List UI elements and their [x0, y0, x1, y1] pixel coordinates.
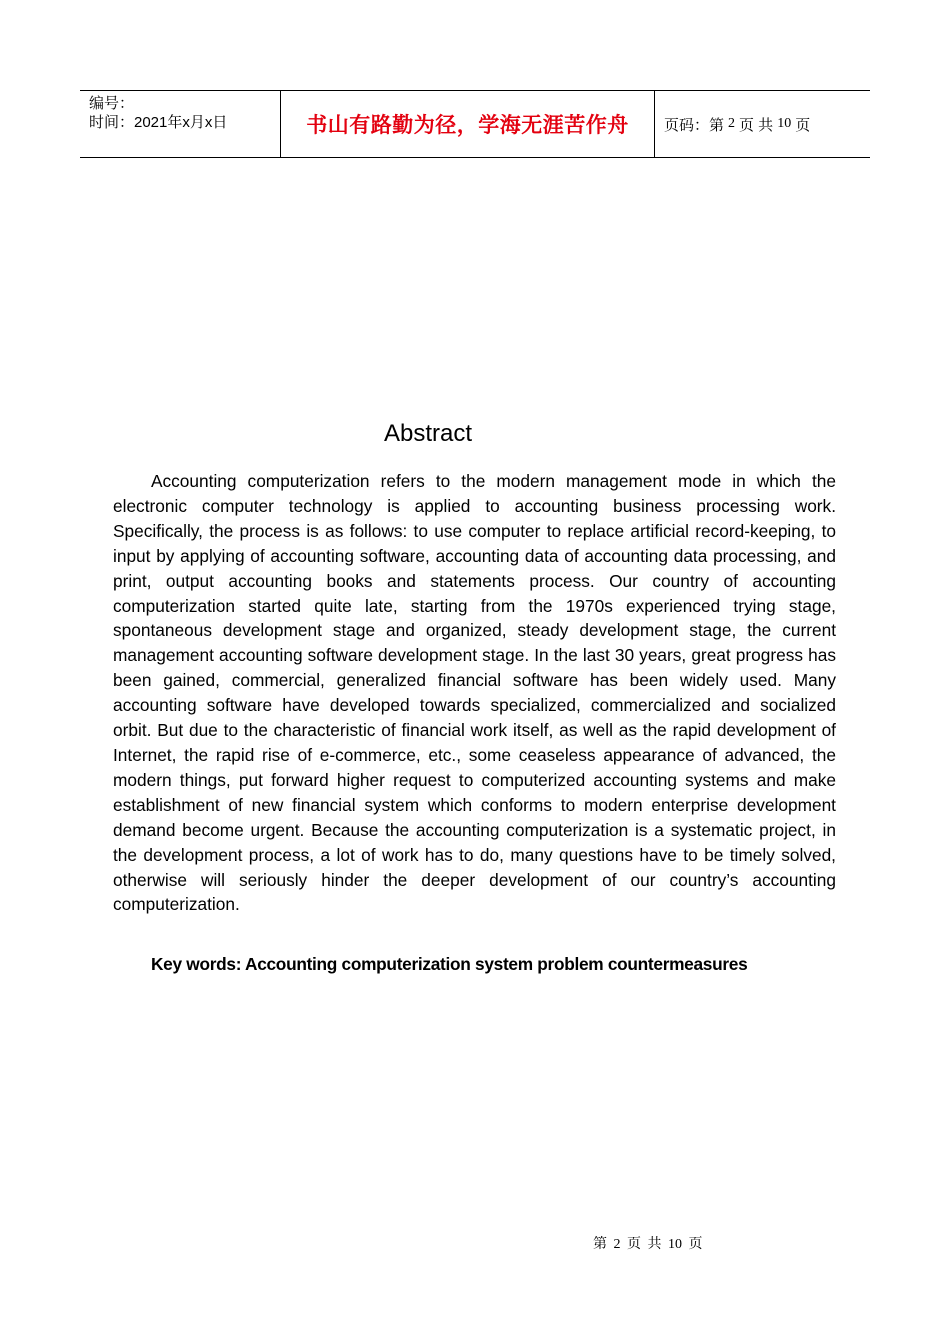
page-footer: 第 2 页 共 10 页: [593, 1237, 703, 1252]
page-prefix: 页码：第: [664, 116, 725, 134]
abstract-body: Accounting computerization refers to the modern management mode in which the electronic computer technology is applied to accounting business processing work. Specifically, the process is as follows: to use computer to replace artificial record-keeping, to input by applying of accounting software, accounting data of accounting data processing, and print, output accounting books and statements process. Our country of accounting computerization started quite late, starting from the 1970s experienced trying stage, spontaneous development stage and organized, steady development stage, the current management accounting software development stage. In the last 30 years, great progress has been gained, commercial, generalized financial software has been widely used. Many accounting software have developed towards specialized, commercialized and socialized orbit. But due to the characteristic of financial work itself, as well as the rapid development of Internet, the rapid rise of e-commerce, etc., some ceaseless appearance of advanced, the modern things, put forward higher request to computerized accounting systems and make establishment of new financial system which conforms to modern enterprise development demand become urgent. Because the accounting computerization is a systematic project, in the development process, a lot of work has to do, many questions have to be timely solved, otherwise will seriously hinder the deeper development of our country’s accounting computerization.: [113, 471, 836, 915]
header-motto: 书山有路勤为径，学海无涯苦作舟: [306, 112, 629, 137]
page-total: 10: [777, 116, 792, 131]
page-suffix: 页: [795, 116, 811, 134]
page-middle: 页 共: [739, 116, 774, 134]
page-header: [80, 90, 870, 158]
header-page-cell: [655, 91, 870, 157]
header-meta-cell: [80, 91, 281, 157]
time-label: 时间：2021年x月x日: [89, 114, 228, 131]
header-motto-cell: [281, 91, 655, 157]
serial-number-label: 编号：: [89, 95, 135, 112]
page-current: 2: [728, 116, 736, 131]
abstract-title: Abstract: [383, 420, 473, 447]
keywords-line: Key words: Accounting computerization system problem countermeasures: [151, 954, 748, 974]
